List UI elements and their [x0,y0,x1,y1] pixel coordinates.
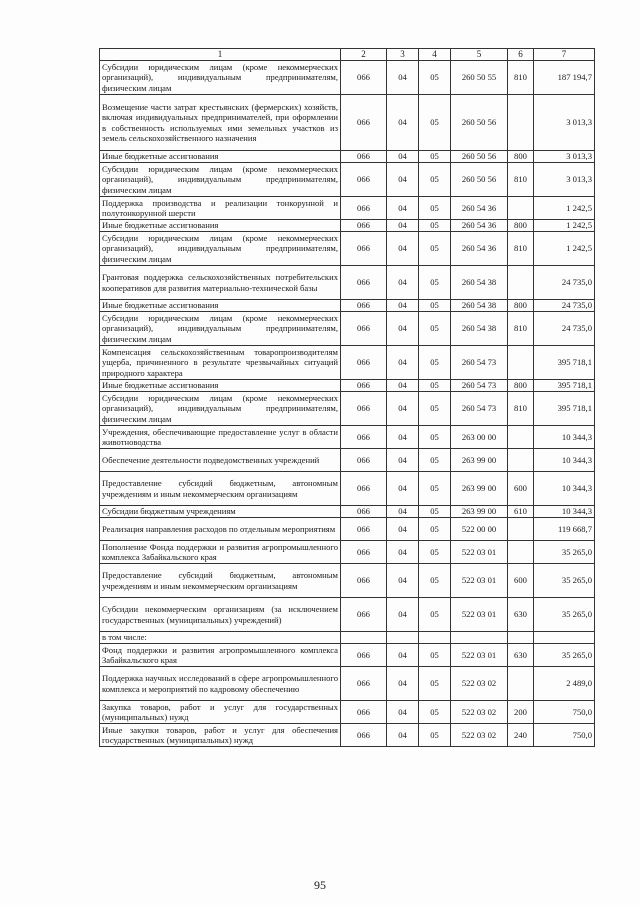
table-row [100,564,595,598]
row-code-subsection-cell: 05 [419,266,451,300]
row-code-expense-type-cell: 610 [508,506,534,518]
row-code-expense-type-cell [508,426,534,449]
row-code-target-cell: 260 54 36 [451,232,508,266]
row-name-cell: Реализация направления расходов по отдельным мероприятиям [100,518,341,541]
row-code-subsection-cell: 05 [419,151,451,163]
row-amount-cell: 35 265,0 [534,541,595,564]
table-row [100,61,595,95]
table-row [100,220,595,232]
row-code-ministry-cell: 066 [341,426,387,449]
row-name-cell: Иные бюджетные ассигнования [100,220,341,232]
row-code-section-cell: 04 [387,564,419,598]
table-row [100,598,595,632]
row-amount-cell: 2 489,0 [534,667,595,701]
table-row [100,724,595,747]
row-code-expense-type-cell: 800 [508,151,534,163]
row-code-subsection-cell: 05 [419,380,451,392]
row-code-subsection-cell: 05 [419,449,451,472]
table-header-row [100,49,595,61]
row-code-section-cell: 04 [387,151,419,163]
row-amount-cell: 24 735,0 [534,266,595,300]
row-name-cell: Субсидии юридическим лицам (кроме некоммерческих организаций), индивидуальным предпринимателям, физическим лицам [100,163,341,197]
row-code-target-cell: 522 03 01 [451,598,508,632]
table-row [100,197,595,220]
header-col-5: 5 [451,49,508,61]
row-code-target-cell: 263 99 00 [451,449,508,472]
row-code-expense-type-cell [508,541,534,564]
row-code-target-cell: 260 54 38 [451,300,508,312]
row-amount-cell: 1 242,5 [534,232,595,266]
table-row [100,300,595,312]
row-name-cell: Предоставление субсидий бюджетным, автономным учреждениям и иным некоммерческим организациям [100,472,341,506]
row-code-target-cell: 263 99 00 [451,506,508,518]
row-code-section-cell: 04 [387,472,419,506]
row-name-cell: Компенсация сельскохозяйственным товаропроизводителям ущерба, причиненного в результате чрезвычайных ситуаций природного характера [100,346,341,380]
table-row [100,232,595,266]
row-code-section-cell: 04 [387,232,419,266]
table-row [100,392,595,426]
row-code-target-cell: 260 54 73 [451,346,508,380]
row-code-expense-type-cell: 630 [508,644,534,667]
row-code-target-cell: 260 50 56 [451,95,508,151]
row-code-target-cell: 260 54 38 [451,266,508,300]
row-code-target-cell: 260 50 56 [451,163,508,197]
row-code-expense-type-cell [508,266,534,300]
row-code-subsection-cell: 05 [419,564,451,598]
row-code-expense-type-cell [508,346,534,380]
row-code-ministry-cell: 066 [341,151,387,163]
table-row [100,346,595,380]
row-code-target-cell: 263 99 00 [451,472,508,506]
row-code-expense-type-cell [508,449,534,472]
row-code-section-cell: 04 [387,163,419,197]
row-name-cell: Учреждения, обеспечивающие предоставление услуг в области животноводства [100,426,341,449]
table-row [100,644,595,667]
row-code-subsection-cell [419,632,451,644]
row-amount-cell: 750,0 [534,701,595,724]
row-code-subsection-cell: 05 [419,61,451,95]
row-code-expense-type-cell: 810 [508,61,534,95]
row-code-expense-type-cell: 630 [508,598,534,632]
row-code-target-cell: 263 00 00 [451,426,508,449]
row-code-subsection-cell: 05 [419,541,451,564]
row-name-cell: Субсидии юридическим лицам (кроме некоммерческих организаций), индивидуальным предпринимателям, физическим лицам [100,61,341,95]
row-code-subsection-cell: 05 [419,300,451,312]
row-code-expense-type-cell: 800 [508,300,534,312]
row-amount-cell: 10 344,3 [534,449,595,472]
row-code-ministry-cell: 066 [341,232,387,266]
table-row [100,95,595,151]
row-code-subsection-cell: 05 [419,426,451,449]
row-name-cell: Пополнение Фонда поддержки и развития агропромышленного комплекса Забайкальского края [100,541,341,564]
row-code-expense-type-cell: 810 [508,232,534,266]
table-row [100,701,595,724]
row-code-expense-type-cell [508,518,534,541]
row-amount-cell: 395 718,1 [534,392,595,426]
row-code-ministry-cell: 066 [341,312,387,346]
table-row [100,632,595,644]
row-code-target-cell [451,632,508,644]
row-code-ministry-cell: 066 [341,541,387,564]
row-code-section-cell: 04 [387,392,419,426]
row-amount-cell: 395 718,1 [534,380,595,392]
row-amount-cell: 1 242,5 [534,197,595,220]
row-code-section-cell: 04 [387,380,419,392]
row-code-subsection-cell: 05 [419,506,451,518]
header-col-2: 2 [341,49,387,61]
row-code-ministry-cell: 066 [341,564,387,598]
row-name-cell: Иные закупки товаров, работ и услуг для обеспечения государственных (муниципальных) нужд [100,724,341,747]
row-code-target-cell: 522 00 00 [451,518,508,541]
row-name-cell: Иные бюджетные ассигнования [100,380,341,392]
row-code-target-cell: 260 54 36 [451,197,508,220]
row-amount-cell: 24 735,0 [534,300,595,312]
row-name-cell: в том числе: [100,632,341,644]
row-code-expense-type-cell: 200 [508,701,534,724]
row-amount-cell: 35 265,0 [534,564,595,598]
row-code-section-cell: 04 [387,95,419,151]
row-amount-cell: 24 735,0 [534,312,595,346]
row-code-section-cell [387,632,419,644]
row-amount-cell: 119 668,7 [534,518,595,541]
row-code-target-cell: 522 03 01 [451,644,508,667]
row-code-ministry-cell: 066 [341,701,387,724]
row-code-target-cell: 260 50 56 [451,151,508,163]
row-amount-cell: 10 344,3 [534,472,595,506]
row-code-expense-type-cell: 600 [508,564,534,598]
row-code-expense-type-cell: 800 [508,380,534,392]
row-amount-cell: 395 718,1 [534,346,595,380]
row-code-subsection-cell: 05 [419,197,451,220]
row-code-target-cell: 522 03 02 [451,667,508,701]
header-col-4: 4 [419,49,451,61]
budget-table [99,48,595,747]
row-name-cell: Субсидии юридическим лицам (кроме некоммерческих организаций), индивидуальным предпринимателям, физическим лицам [100,312,341,346]
row-code-subsection-cell: 05 [419,667,451,701]
row-code-expense-type-cell: 800 [508,220,534,232]
row-code-target-cell: 260 54 36 [451,220,508,232]
header-col-6: 6 [508,49,534,61]
row-amount-cell: 35 265,0 [534,644,595,667]
row-amount-cell: 3 013,3 [534,163,595,197]
row-code-expense-type-cell [508,667,534,701]
table-row [100,449,595,472]
table-row [100,518,595,541]
row-code-expense-type-cell: 240 [508,724,534,747]
row-code-subsection-cell: 05 [419,392,451,426]
row-name-cell: Субсидии некоммерческим организациям (за исключением государственных (муниципальных) учреждений) [100,598,341,632]
row-code-ministry-cell: 066 [341,220,387,232]
row-code-ministry-cell: 066 [341,95,387,151]
row-code-ministry-cell: 066 [341,506,387,518]
table-row [100,151,595,163]
row-amount-cell: 750,0 [534,724,595,747]
table-row [100,472,595,506]
row-code-ministry-cell: 066 [341,346,387,380]
row-amount-cell [534,632,595,644]
row-code-expense-type-cell: 600 [508,472,534,506]
table-row [100,380,595,392]
row-code-section-cell: 04 [387,449,419,472]
row-code-ministry-cell: 066 [341,449,387,472]
row-code-subsection-cell: 05 [419,472,451,506]
row-code-ministry-cell: 066 [341,598,387,632]
row-code-subsection-cell: 05 [419,724,451,747]
row-code-section-cell: 04 [387,61,419,95]
row-amount-cell: 10 344,3 [534,426,595,449]
row-name-cell: Фонд поддержки и развития агропромышленного комплекса Забайкальского края [100,644,341,667]
row-code-subsection-cell: 05 [419,232,451,266]
row-code-expense-type-cell: 810 [508,392,534,426]
row-name-cell: Грантовая поддержка сельскохозяйственных потребительских кооперативов для развития материально-технической базы [100,266,341,300]
row-code-section-cell: 04 [387,541,419,564]
row-code-expense-type-cell: 810 [508,163,534,197]
header-col-3: 3 [387,49,419,61]
row-code-subsection-cell: 05 [419,701,451,724]
row-code-ministry-cell: 066 [341,197,387,220]
table-row [100,506,595,518]
row-amount-cell: 3 013,3 [534,151,595,163]
row-code-target-cell: 260 54 73 [451,392,508,426]
row-name-cell: Предоставление субсидий бюджетным, автономным учреждениям и иным некоммерческим организациям [100,564,341,598]
row-code-target-cell: 522 03 02 [451,701,508,724]
table-row [100,312,595,346]
row-code-expense-type-cell [508,95,534,151]
page-number: 95 [314,878,326,892]
row-code-ministry-cell: 066 [341,380,387,392]
table-row [100,426,595,449]
row-code-section-cell: 04 [387,598,419,632]
row-code-ministry-cell: 066 [341,392,387,426]
table-row [100,667,595,701]
header-col-1: 1 [100,49,341,61]
row-code-ministry-cell: 066 [341,163,387,197]
table-row [100,541,595,564]
table-body [100,49,595,747]
row-code-target-cell: 260 50 55 [451,61,508,95]
row-code-ministry-cell: 066 [341,667,387,701]
row-code-section-cell: 04 [387,300,419,312]
row-code-section-cell: 04 [387,197,419,220]
row-amount-cell: 1 242,5 [534,220,595,232]
row-code-section-cell: 04 [387,667,419,701]
row-code-target-cell: 260 54 38 [451,312,508,346]
row-code-ministry-cell: 066 [341,266,387,300]
row-code-expense-type-cell [508,632,534,644]
row-code-subsection-cell: 05 [419,220,451,232]
row-amount-cell: 35 265,0 [534,598,595,632]
header-col-7: 7 [534,49,595,61]
row-name-cell: Иные бюджетные ассигнования [100,151,341,163]
row-code-section-cell: 04 [387,220,419,232]
row-name-cell: Обеспечение деятельности подведомственных учреждений [100,449,341,472]
row-code-ministry-cell: 066 [341,518,387,541]
row-code-subsection-cell: 05 [419,312,451,346]
row-code-ministry-cell [341,632,387,644]
table-row [100,266,595,300]
row-code-target-cell: 522 03 02 [451,724,508,747]
row-code-target-cell: 260 54 73 [451,380,508,392]
row-code-subsection-cell: 05 [419,95,451,151]
row-code-subsection-cell: 05 [419,518,451,541]
row-amount-cell: 3 013,3 [534,95,595,151]
row-amount-cell: 187 194,7 [534,61,595,95]
row-name-cell: Возмещение части затрат крестьянских (фермерских) хозяйств, включая индивидуальных предпринимателей, при оформлении в собственность используемых ими земельных участков из земель сельскохозяйственного назначения [100,95,341,151]
row-name-cell: Субсидии юридическим лицам (кроме некоммерческих организаций), индивидуальным предпринимателям, физическим лицам [100,232,341,266]
row-code-subsection-cell: 05 [419,598,451,632]
row-code-ministry-cell: 066 [341,724,387,747]
row-code-subsection-cell: 05 [419,163,451,197]
row-code-section-cell: 04 [387,724,419,747]
row-name-cell: Поддержка научных исследований в сфере агропромышленного комплекса и мероприятий по кадровому обеспечению [100,667,341,701]
row-code-section-cell: 04 [387,312,419,346]
row-code-section-cell: 04 [387,426,419,449]
row-amount-cell: 10 344,3 [534,506,595,518]
row-code-section-cell: 04 [387,701,419,724]
row-code-ministry-cell: 066 [341,61,387,95]
row-code-ministry-cell: 066 [341,644,387,667]
row-code-target-cell: 522 03 01 [451,541,508,564]
row-code-target-cell: 522 03 01 [451,564,508,598]
row-code-section-cell: 04 [387,506,419,518]
row-name-cell: Субсидии бюджетным учреждениям [100,506,341,518]
row-code-section-cell: 04 [387,518,419,541]
table-row [100,163,595,197]
row-code-subsection-cell: 05 [419,346,451,380]
row-code-ministry-cell: 066 [341,300,387,312]
row-code-section-cell: 04 [387,644,419,667]
row-name-cell: Субсидии юридическим лицам (кроме некоммерческих организаций), индивидуальным предпринимателям, физическим лицам [100,392,341,426]
row-name-cell: Закупка товаров, работ и услуг для государственных (муниципальных) нужд [100,701,341,724]
row-name-cell: Поддержка производства и реализации тонкорунной и полутонкорунной шерсти [100,197,341,220]
row-code-section-cell: 04 [387,346,419,380]
row-code-ministry-cell: 066 [341,472,387,506]
row-code-expense-type-cell [508,197,534,220]
row-name-cell: Иные бюджетные ассигнования [100,300,341,312]
row-code-section-cell: 04 [387,266,419,300]
row-code-expense-type-cell: 810 [508,312,534,346]
row-code-subsection-cell: 05 [419,644,451,667]
